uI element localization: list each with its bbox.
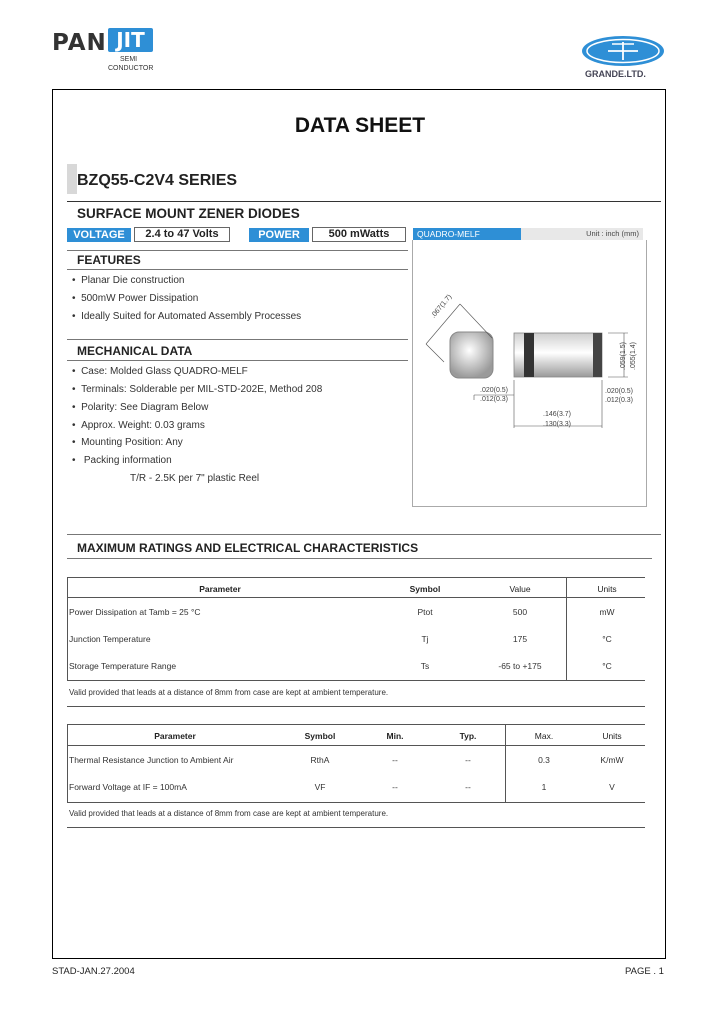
logo-subtitle-semi: SEMI <box>120 56 138 63</box>
table2-cell-parameter: Thermal Resistance Junction to Ambient Air <box>69 755 234 765</box>
table2-max-divider <box>505 724 506 802</box>
table2-left-rule <box>67 724 68 802</box>
feature-item: • 500mW Power Dissipation <box>72 293 199 304</box>
frame-bottom-border <box>52 958 666 959</box>
mechanical-bottom-rule <box>67 360 408 361</box>
table2-header-min: Min. <box>386 731 404 741</box>
mechanical-title: MECHANICAL DATA <box>77 344 193 358</box>
dim-length-max: .146(3.7) <box>543 411 572 418</box>
table2-bottom-rule <box>67 802 645 803</box>
table1-cell-symbol: Ptot <box>417 607 433 617</box>
page-title: DATA SHEET <box>294 114 426 137</box>
table2-cell-min: -- <box>392 755 398 765</box>
table1-cell-parameter: Storage Temperature Range <box>69 661 177 671</box>
power-badge: POWER <box>249 228 309 242</box>
series-title: BZQ55-C2V4 SERIES <box>77 172 238 189</box>
frame-top-border <box>52 89 666 90</box>
dim-diagonal: .067(1.7) <box>430 293 454 320</box>
feature-item-text: 500mW Power Dissipation <box>81 293 199 304</box>
packing-detail: T/R - 2.5K per 7" plastic Reel <box>130 473 260 484</box>
features-top-rule <box>67 250 408 251</box>
table1-left-rule <box>67 577 68 680</box>
mechanical-item: • Packing information <box>72 455 172 466</box>
table1-cell-units: mW <box>599 607 615 617</box>
feature-item: • Ideally Suited for Automated Assembly Processes <box>72 311 302 322</box>
package-outline-drawing <box>412 240 645 506</box>
voltage-value: 2.4 to 47 Volts <box>134 227 230 242</box>
table1-cell-parameter: Power Dissipation at Tamb = 25 °C <box>69 607 201 617</box>
dim-end-max: .020(0.5) <box>605 388 634 395</box>
table2-cell-symbol: RthA <box>310 755 330 765</box>
table1-cell-units: °C <box>602 634 612 644</box>
table2-cell-min: -- <box>392 782 398 792</box>
table2-cell-parameter: Forward Voltage at IF = 100mA <box>69 782 187 792</box>
table1-cell-parameter: Junction Temperature <box>69 634 151 644</box>
table1-cell-value: 175 <box>512 634 528 644</box>
table2-cell-max: 0.3 <box>538 755 550 765</box>
table2-top-rule <box>67 724 645 725</box>
mechanical-item: • Case: Molded Glass QUADRO-MELF <box>72 366 248 377</box>
table1-header-units: Units <box>597 584 617 594</box>
table1-top-rule <box>67 577 645 578</box>
series-marker <box>67 164 77 194</box>
table1-bottom-rule <box>67 680 645 681</box>
feature-item-text: Ideally Suited for Automated Assembly Processes <box>81 311 302 322</box>
dim-lead-width-max: .020(0.5) <box>480 387 509 394</box>
ratings-bottom-rule <box>67 558 652 559</box>
table1-header-symbol: Symbol <box>409 584 441 594</box>
table1-header-value: Value <box>509 584 531 594</box>
mechanical-top-rule <box>67 339 408 340</box>
logo-subtitle-conductor: CONDUCTOR <box>108 65 154 72</box>
table2-cell-units: V <box>609 782 615 792</box>
ratings-top-rule <box>67 534 661 535</box>
table2-note-rule <box>67 827 645 828</box>
series-rule <box>67 201 661 202</box>
table2-cell-typ: -- <box>465 755 471 765</box>
table1-units-divider <box>566 577 567 680</box>
table1-cell-value: 500 <box>512 607 528 617</box>
table1-cell-value: -65 to +175 <box>498 661 542 671</box>
grande-logo-icon <box>580 34 666 68</box>
mechanical-item-text: Packing information <box>83 455 172 466</box>
mechanical-item: • Mounting Position: Any <box>72 437 183 448</box>
feature-item: • Planar Die construction <box>72 275 185 286</box>
package-unit-label: Unit : inch (mm) <box>521 228 643 240</box>
mechanical-item: • Approx. Weight: 0.03 grams <box>72 420 205 431</box>
footer-date: STAD-JAN.27.2004 <box>52 966 135 977</box>
product-subtitle: SURFACE MOUNT ZENER DIODES <box>77 206 300 221</box>
table1-header-rule <box>67 597 645 598</box>
table1-note-rule <box>67 706 645 707</box>
table2-header-units: Units <box>602 731 622 741</box>
mechanical-item-text: Terminals: Solderable per MIL-STD-202E, Method 208 <box>81 384 323 395</box>
mechanical-item-text: Approx. Weight: 0.03 grams <box>81 420 205 431</box>
mechanical-item: • Terminals: Solderable per MIL-STD-202E, Method 208 <box>72 384 323 395</box>
mechanical-item-text: Polarity: See Diagram Below <box>81 402 209 413</box>
feature-item-text: Planar Die construction <box>81 275 185 286</box>
dim-height-max: .059(1.5) <box>620 341 627 370</box>
table2-cell-max: 1 <box>541 782 547 792</box>
table1-cell-units: °C <box>602 661 612 671</box>
voltage-badge: VOLTAGE <box>67 228 131 242</box>
table2-header-typ: Typ. <box>459 731 477 741</box>
features-bottom-rule <box>67 269 408 270</box>
table2-header-max: Max. <box>534 731 554 741</box>
frame-right-border <box>665 89 666 959</box>
table2-cell-symbol: VF <box>314 782 326 792</box>
table1-note: Valid provided that leads at a distance of 8mm from case are kept at ambient temperature. <box>69 688 389 697</box>
table1-cell-symbol: Tj <box>421 634 429 644</box>
table2-note: Valid provided that leads at a distance of 8mm from case are kept at ambient temperature. <box>69 809 389 818</box>
table2-cell-typ: -- <box>465 782 471 792</box>
mechanical-item-text: Case: Molded Glass QUADRO-MELF <box>81 366 248 377</box>
dim-lead-width-min: .012(0.3) <box>480 396 509 403</box>
dim-height-min: .055(1.4) <box>630 341 637 370</box>
frame-left-border <box>52 89 53 959</box>
ratings-title: MAXIMUM RATINGS AND ELECTRICAL CHARACTERISTICS <box>77 541 419 555</box>
grande-company-name: GRANDE.LTD. <box>585 69 646 79</box>
table2-header-parameter: Parameter <box>154 731 196 741</box>
table1-header-parameter: Parameter <box>199 584 241 594</box>
dim-end-min: .012(0.3) <box>605 397 634 404</box>
mechanical-item-text: Mounting Position: Any <box>81 437 183 448</box>
table2-header-symbol: Symbol <box>304 731 336 741</box>
table2-header-rule <box>67 745 645 746</box>
table1-cell-symbol: Ts <box>420 661 430 671</box>
logo-jit-text: JIT <box>108 28 153 52</box>
table2-cell-units: K/mW <box>600 755 624 765</box>
logo-pan-text: PAN <box>52 30 107 56</box>
footer-page-number: PAGE . 1 <box>625 966 664 977</box>
mechanical-item: • Polarity: See Diagram Below <box>72 402 209 413</box>
power-value: 500 mWatts <box>312 227 406 242</box>
package-name-bar: QUADRO-MELF <box>413 228 521 240</box>
features-title: FEATURES <box>77 253 141 267</box>
dim-length-min: .130(3.3) <box>543 421 572 428</box>
